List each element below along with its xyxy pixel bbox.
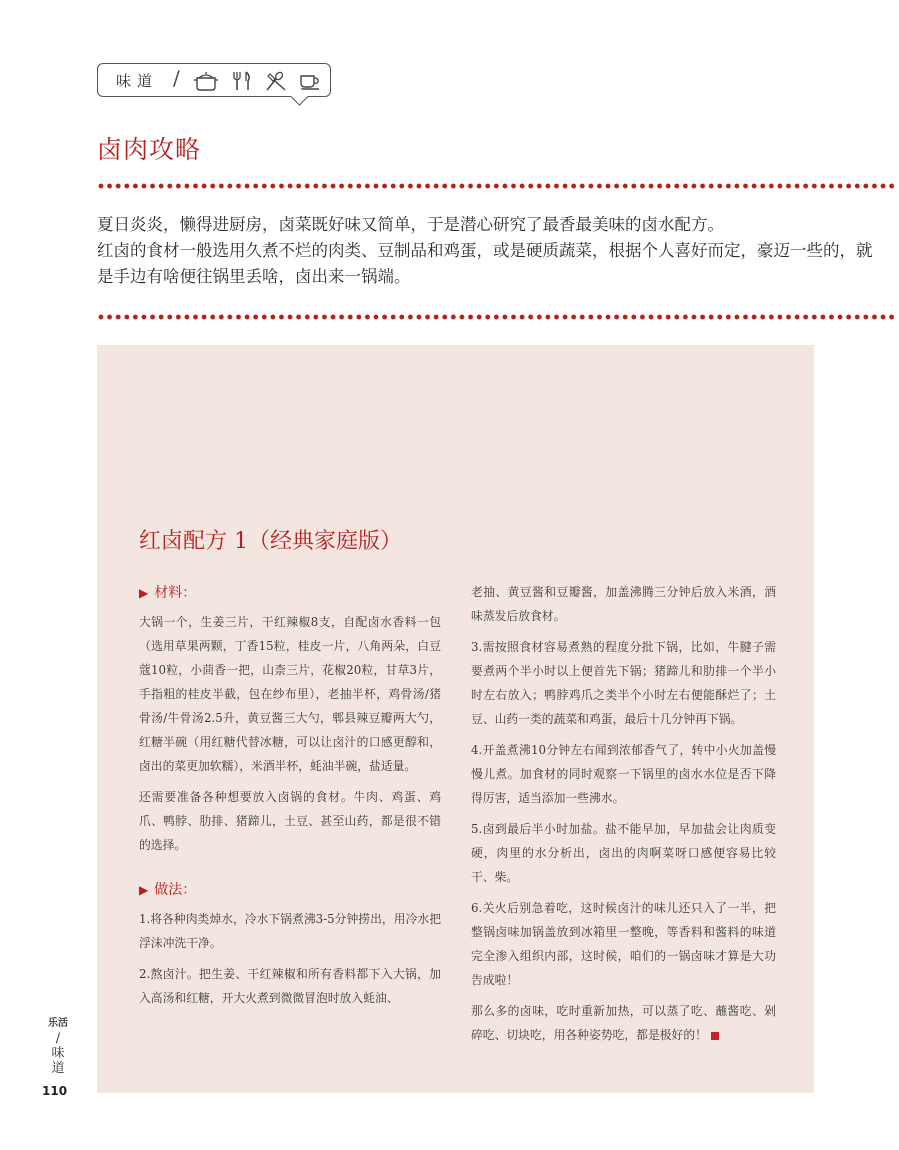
method-step: 2.熬卤汁。把生姜、干红辣椒和所有香料都下入大锅，加入高汤和红糖，开大火煮到微微冒泡时放入蚝油、 [139, 967, 441, 1005]
materials-paragraph: 大锅一个，生姜三片，干红辣椒8支，自配卤水香料一包（选用草果两颗，丁香15粒，桂皮一片，八角两朵，白豆蔻10粒，小茴香一把，山柰三片，花椒20粒，甘草3片，手指粗的桂皮半截，包在纱布里），老抽半杯，鸡骨汤/猪骨汤/牛骨汤2.5升，黄豆酱三大勺，郫县辣豆瓣两大勺，红糖半碗（用红糖代替冰糖，可以让卤汁的口感更醇和，卤出的菜更加软糯），米酒半杯，蚝油半碗，盐适量。 [139, 615, 441, 773]
method-step: 4.开盖煮沸10分钟左右闻到浓郁香气了，转中小火加盖慢慢儿煮。加食材的同时观察一下锅里的卤水水位是否下降得厉害，适当添加一些沸水。 [471, 743, 776, 805]
intro-text [97, 212, 887, 290]
intro-paragraph: 红卤的食材一般选用久煮不烂的肉类、豆制品和鸡蛋，或是硬质蔬菜，根据个人喜好而定，豪迈一些的，就是手边有啥便往锅里丢啥，卤出来一锅端。 [97, 241, 873, 286]
method-heading-label: 做法： [154, 882, 197, 898]
triangle-bullet-icon: ▶ [139, 883, 149, 897]
spatula-whisk-icon [264, 70, 288, 96]
side-section-name: 味道 [51, 1046, 65, 1076]
side-section-label [47, 1016, 69, 1076]
method-step: 3.需按照食材容易煮熟的程度分批下锅，比如，牛腱子需要煮两个半小时以上便首先下锅；猪蹄儿和肋排一个半小时左右放入；鸭脖鸡爪之类半个小时左右便能酥烂了；土豆、山药一类的蔬菜和鸡蛋，最后十几分钟再下锅。 [471, 640, 776, 726]
dotted-divider-top [97, 182, 897, 190]
magazine-name: 乐活 [48, 1018, 68, 1029]
dotted-divider-bottom [97, 313, 897, 321]
end-square-icon [711, 1032, 719, 1040]
recipe-title: 红卤配方 1（经典家庭版） [139, 529, 402, 554]
tag-slash: / [173, 66, 180, 90]
recipe-column-left [139, 580, 441, 1017]
fork-knife-icon [231, 70, 255, 96]
method-step: 5.卤到最后半小时加盐。盐不能早加，早加盐会让肉质变硬，肉里的水分析出，卤出的肉啊菜呀口感便容易比较干、柴。 [471, 822, 776, 884]
closing-text: 那么多的卤味，吃时重新加热，可以蒸了吃、蘸酱吃、剁碎吃、切块吃，用各种姿势吃，都是极好的！ [471, 1004, 776, 1042]
method-step: 6.关火后别急着吃，这时候卤汁的味儿还只入了一半，把整锅卤味加锅盖放到冰箱里一整晚，等香料和酱料的味道完全渗入组织内部，这时候，咱们的一锅卤味才算是大功告成啦！ [471, 901, 776, 987]
intro-paragraph: 夏日炎炎，懒得进厨房，卤菜既好味又简单，于是潜心研究了最香最美味的卤水配方。 [97, 215, 724, 234]
page-title: 卤肉攻略 [97, 135, 202, 164]
side-slash: / [55, 1031, 61, 1046]
triangle-bullet-icon: ▶ [139, 586, 149, 600]
method-heading [139, 877, 441, 903]
page-number: 110 [42, 1084, 68, 1098]
pot-icon [193, 70, 219, 96]
section-tag-label: 味道 [116, 72, 159, 90]
materials-heading [139, 580, 441, 606]
materials-paragraph: 还需要准备各种想要放入卤锅的食材。牛肉、鸡蛋、鸡爪、鸭脖、肋排、猪蹄儿，土豆、甚至山药，都是很不错的选择。 [139, 790, 441, 852]
method-step: 老抽、黄豆酱和豆瓣酱，加盖沸腾三分钟后放入米酒，酒味蒸发后放食材。 [471, 585, 776, 623]
method-step: 1.将各种肉类焯水，冷水下锅煮沸3-5分钟捞出，用冷水把浮沫冲洗干净。 [139, 912, 441, 950]
materials-heading-label: 材料： [154, 585, 197, 601]
recipe-column-right [471, 580, 776, 1054]
closing-paragraph [471, 999, 776, 1047]
